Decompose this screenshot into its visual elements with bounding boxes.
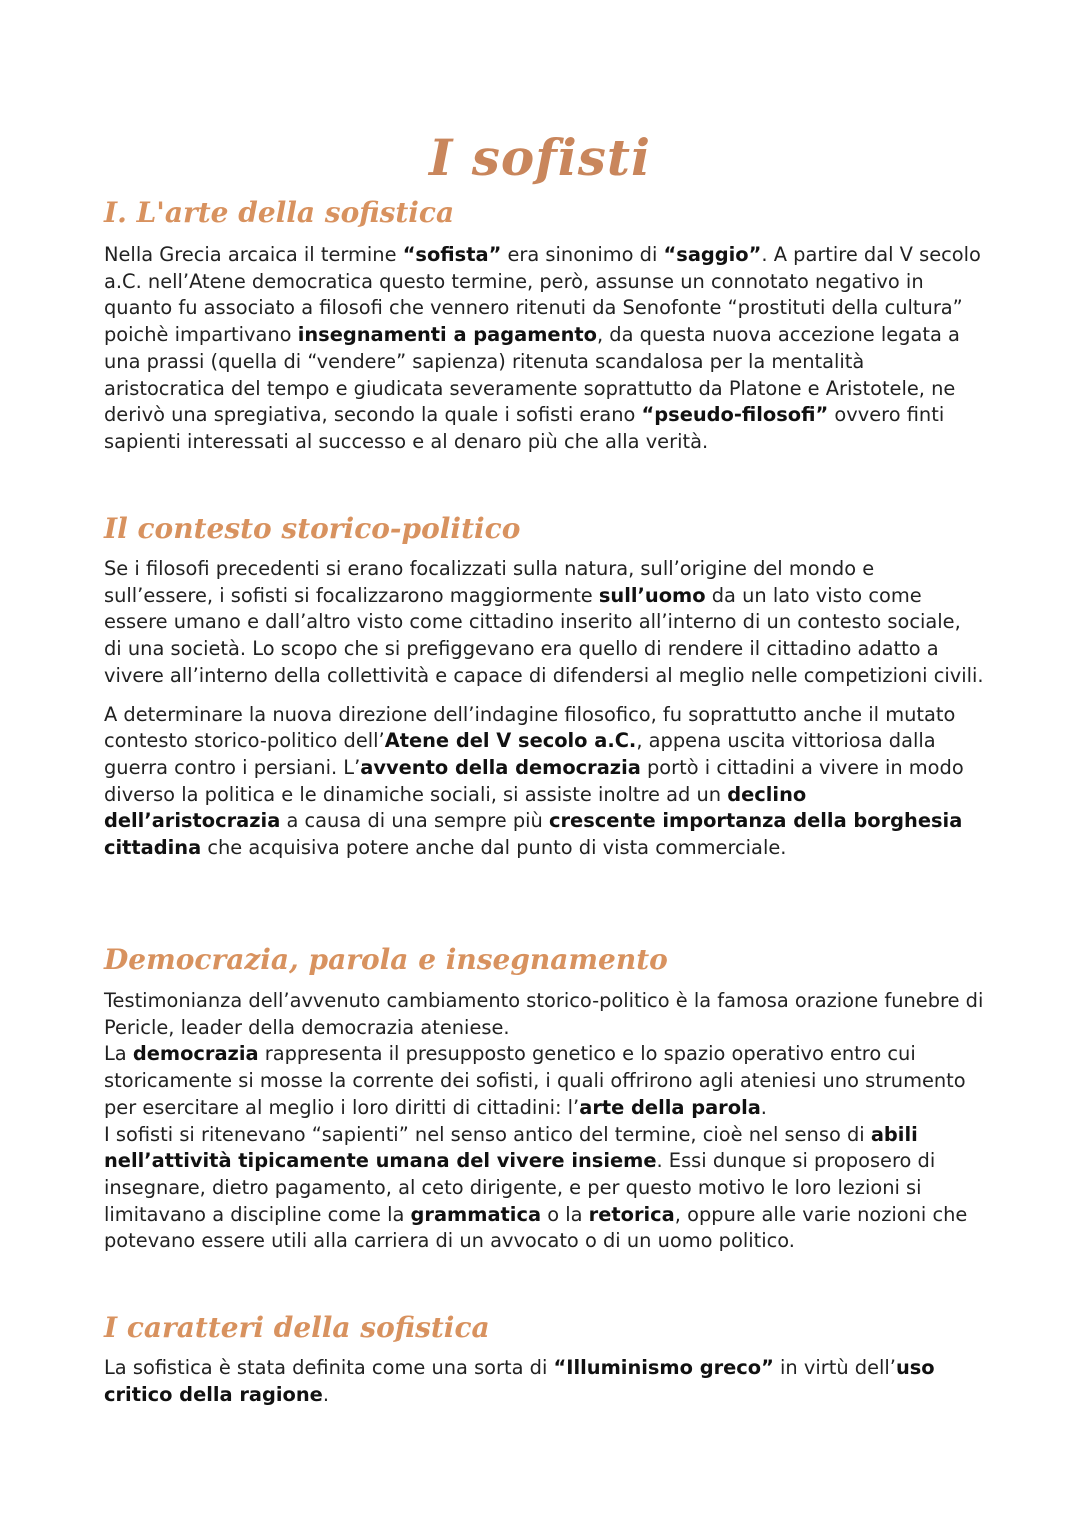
body-text: era sinonimo di bbox=[501, 243, 664, 266]
bold-text: arte della parola bbox=[579, 1095, 761, 1119]
bold-text: sull’uomo bbox=[598, 583, 706, 607]
bold-text: insegnamenti a pagamento bbox=[297, 323, 597, 347]
body-text: La bbox=[104, 1042, 133, 1066]
body-text: Nella Grecia arcaica il termine bbox=[104, 243, 403, 266]
body-text: rappresenta il presupposto genetico e lo spazio operativo entro cui storicamente si mosse la corrente dei sofisti, i quali offrirono agli ateniesi uno strumento per esercitare al meglio i loro diritti di cittadini: l’ bbox=[104, 1042, 966, 1119]
body-text: , appena uscita vittoriosa dalla guerra contro i persiani. L’ bbox=[104, 729, 936, 779]
bold-text: uso critico della ragione bbox=[104, 1356, 935, 1406]
body-text: portò i cittadini a vivere in modo diverso la politica e le dinamiche sociali, si assiste inoltre ad un bbox=[104, 755, 964, 806]
bold-text: avvento della democrazia bbox=[360, 755, 641, 779]
body-text: in virtù dell’ bbox=[773, 1356, 896, 1379]
bold-text: “pseudo-filosofi” bbox=[641, 403, 829, 427]
bold-text: retorica bbox=[588, 1202, 675, 1226]
body-text: . bbox=[760, 1095, 767, 1119]
paragraph bbox=[104, 1041, 984, 1121]
paragraph bbox=[104, 702, 984, 862]
body-text: a causa di una sempre più bbox=[280, 809, 549, 833]
bold-text: Atene del V secolo a.C. bbox=[384, 729, 637, 753]
body-text: La sofistica è stata definita come una sorta di bbox=[104, 1356, 554, 1379]
bold-text: democrazia bbox=[132, 1042, 259, 1066]
section-heading-democrazia: Democrazia, parola e insegnamento bbox=[104, 943, 668, 976]
section-body-arte-sofistica bbox=[104, 242, 984, 456]
bold-text: “sofista” bbox=[402, 243, 502, 266]
body-text: I sofisti si ritenevano “sapienti” nel senso antico del termine, cioè nel senso di bbox=[104, 1122, 871, 1146]
bold-text: abili nell’attività tipicamente umana del vivere insieme bbox=[104, 1122, 918, 1173]
bold-text: “Illuminismo greco” bbox=[553, 1356, 774, 1379]
paragraph bbox=[104, 988, 984, 1041]
paragraph bbox=[104, 556, 984, 690]
section-body-contesto-storico bbox=[104, 556, 984, 862]
paragraph bbox=[104, 242, 984, 456]
body-text: , oppure alle varie nozioni che potevano essere utili alla carriera di un avvocato o di un uomo politico. bbox=[104, 1202, 968, 1253]
section-body-democrazia bbox=[104, 988, 984, 1255]
body-text: Testimonianza dell’avvenuto cambiamento storico-politico è la famosa orazione funebre di Pericle, leader della democrazia ateniese. bbox=[104, 989, 984, 1039]
body-text: da un lato visto come essere umano e dall’altro visto come cittadino inserito all’interno di un contesto sociale, di una società. Lo scopo che si prefiggevano era quello di rendere il cittadino adatto a vivere all’interno della collettività e capace di difendersi al meglio nelle competizioni civili. bbox=[104, 583, 984, 687]
section-heading-contesto-storico: Il contesto storico-politico bbox=[104, 512, 521, 545]
body-text: Se i filosofi precedenti si erano focalizzati sulla natura, sull’origine del mondo e sull’essere, i sofisti si focalizzarono maggiormente bbox=[104, 557, 875, 607]
paragraph bbox=[104, 1355, 984, 1408]
section-heading-arte-sofistica: I. L'arte della sofistica bbox=[104, 196, 455, 229]
body-text: o la bbox=[541, 1202, 589, 1226]
body-text: . Essi dunque si proposero di insegnare, dietro pagamento, al ceto dirigente, e per questo motivo le loro lezioni si limitavano a discipline come la bbox=[104, 1149, 936, 1226]
bold-text: crescente importanza della borghesia cittadina bbox=[104, 809, 963, 860]
bold-text: grammatica bbox=[410, 1202, 542, 1226]
body-text: ovvero finti sapienti interessati al successo e al denaro più che alla verità. bbox=[104, 403, 945, 453]
bold-text: “saggio” bbox=[663, 243, 762, 266]
body-text: , da questa nuova accezione legata a una prassi (quella di “vendere” sapienza) ritenuta scandalosa per la mentalità aristocratica del tempo e giudicata severamente soprattutto da Platone e Aristotele, ne derivò una spregiativa, secondo la quale i sofisti erano bbox=[104, 323, 960, 427]
page-title: I sofisti bbox=[428, 128, 652, 187]
body-text: . bbox=[322, 1382, 329, 1406]
bold-text: declino dell’aristocrazia bbox=[104, 782, 807, 833]
body-text: che acquisiva potere anche dal punto di vista commerciale. bbox=[201, 836, 787, 860]
body-text: A determinare la nuova direzione dell’indagine filosofico, fu soprattutto anche il mutato contesto storico-politico dell’ bbox=[104, 702, 956, 753]
paragraph bbox=[104, 1122, 984, 1256]
body-text: . A partire dal V secolo a.C. nell’Atene democratica questo termine, però, assunse un connotato negativo in quanto fu associato a filosofi che vennero ritenuti da Senofonte “prostituti della cultura” poichè impartivano bbox=[104, 243, 981, 347]
section-body-caratteri bbox=[104, 1355, 984, 1408]
section-heading-caratteri: I caratteri della sofistica bbox=[104, 1311, 490, 1344]
